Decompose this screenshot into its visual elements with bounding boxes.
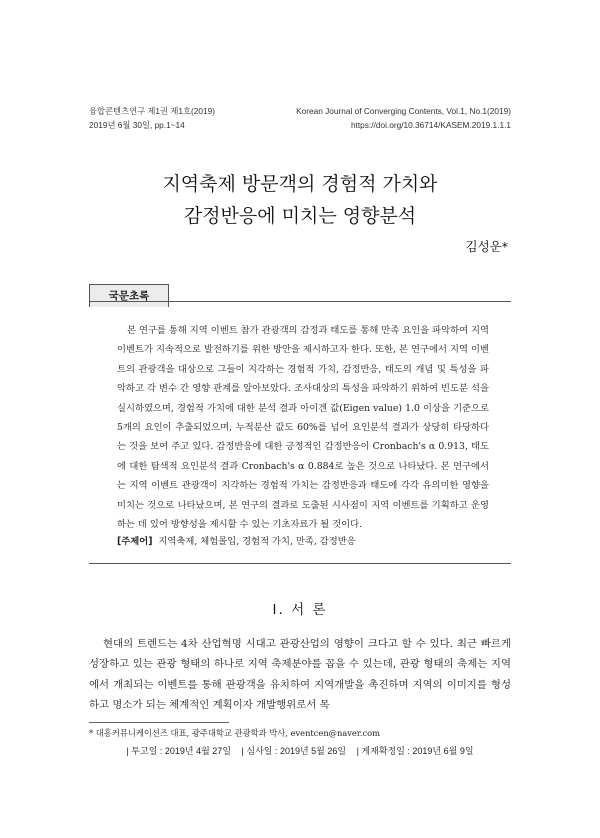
journal-name-en: Korean Journal of Converging Contents, Vol.1, No.1(2019) (296, 106, 511, 116)
submission-dates (0, 744, 600, 757)
issue-date-pages: 2019년 6월 30일, pp.1~14 (89, 120, 185, 130)
keywords (117, 535, 497, 549)
doi-link[interactable]: https://doi.org/10.36714/KASEM.2019.1.1.1 (350, 120, 511, 130)
keywords-label: [주제어] (117, 536, 153, 547)
reviewed-date: | 심사일 : 2019년 5월 26일 (241, 746, 347, 756)
received-date: | 투고일 : 2019년 4월 27일 (126, 746, 232, 756)
paper-title (0, 168, 600, 232)
author-footnote: * 대흥커뮤니케이션즈 대표, 광주대학교 관광학과 박사, eventcen@naver.com (89, 728, 381, 738)
header-left (89, 104, 215, 132)
keywords-bottom-rule (89, 563, 511, 564)
body-paragraph: 현대의 트렌드는 4차 산업혁명 시대고 관광산업의 영향이 크다고 할 수 있다. 최근 빠르게 성장하고 있는 관광 형태의 하나로 지역 축제분야를 꼽을 수 있는데, 관광 형태의 축제는 지역에서 개최되는 이벤트를 통해 관광객을 유치하여 지역개발을 촉진하며 지역의 이미지를 형성하고 명소가 되는 체계적인 계획이자 개발행위로서 목 (89, 638, 511, 712)
abstract-label: 국문초록 (89, 284, 169, 307)
title-line-1: 지역축제 방문객의 경험적 가치와 (162, 173, 438, 195)
accepted-date: | 게재확정일 : 2019년 6월 9일 (356, 746, 474, 756)
section-title: Ⅰ. 서 론 (272, 602, 328, 618)
header-right (296, 104, 511, 132)
keywords-text: 지역축제, 체험몰입, 경험적 가치, 만족, 감정반응 (158, 536, 356, 547)
title-line-2: 감정반응에 미치는 영향분석 (183, 205, 417, 227)
footnote-rule (89, 722, 229, 723)
abstract-top-rule (89, 301, 511, 302)
abstract-text: 본 연구를 통해 지역 이벤트 참가 관광객의 감정과 태도를 통해 만족 요인을 파악하여 지역 이벤트가 지속적으로 발전하기를 위한 방안을 제시하고자 한다. 또한, 본 연구에서 지역 이벤트의 관광객을 대상으로 그들이 지각하는 경험적 가치, 감정반응, 태도의 개념 및 특성을 파악하고 각 변수 간 영향 관계를 알아보았다. 조사대상의 특성을 파악하기 위하여 빈도분 석을 실시하였으며, 경험적 가치에 대한 분석 결과 아이겐 값(Eigen value) 1.0 이상을 기준으로 5개의 요인이 추출되었으며, 누적분산 값도 60%를 넘어 요인분석 결과가 상당히 타당하다는 것을 보여 주고 있다. 감정반응에 대한 긍정적인 감정반응이 Cronbach's α 0.913, 태도에 대한 탐색적 요인분석 결과 Cronbach's α 0.884로 높은 것으로 나타났다. 본 연구에서는 지역 이벤트 관광객이 지각하는 경험적 가치는 감정반응과 태도에 각각 유의미한 영향을 미치는 것으로 나타났으며, 본 연구의 결과로 도출된 시사점이 지역 이벤트를 기획하고 운영하는 데 있어 방향성을 제시할 수 있는 기초자료가 될 것이다. (117, 325, 489, 531)
author-name: 김성운* (465, 239, 508, 254)
journal-name-kr: 융합콘텐츠연구 제1권 제1호(2019) (89, 106, 215, 116)
